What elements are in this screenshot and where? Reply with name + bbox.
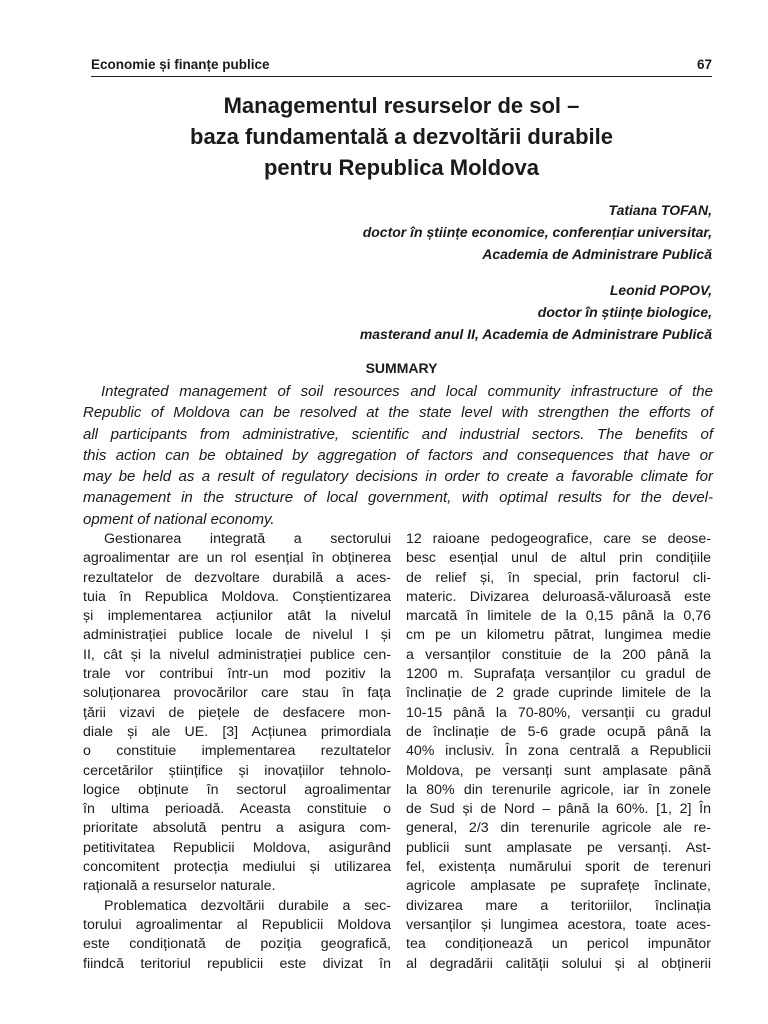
summary-line: this action can be obtained by aggregation of factors and consequences that have or bbox=[83, 446, 713, 464]
running-header bbox=[91, 56, 712, 77]
body-line: torului agroalimentar al Republicii Moldova bbox=[83, 916, 391, 933]
body-line: trale vor contribui într-un mod pozitiv la bbox=[83, 666, 391, 683]
body-line: soluționarea provocărilor care stau în fața bbox=[83, 685, 391, 702]
author-block-1 bbox=[72, 199, 712, 265]
summary-line: Republic of Moldova can be resolved at the state level with strengthen the efforts of bbox=[83, 404, 713, 422]
author-affiliation: masterand anul II, Academia de Administrare Publică bbox=[359, 326, 712, 342]
body-line: înclinație de 2 grade cuprinde limitele de la bbox=[406, 685, 711, 702]
page-number: 67 bbox=[696, 57, 712, 72]
body-line: administrației publice locale de nivelul I și bbox=[83, 627, 391, 644]
body-line: 12 raioane pedogeografice, care se deose- bbox=[406, 531, 711, 547]
body-line: 1200 m. Suprafața versanților cu gradul de bbox=[406, 666, 711, 683]
body-line: petitivitatea Republicii Moldova, asigurând bbox=[83, 839, 391, 856]
summary-line: may be held as a result of regulatory decisions in order to create a favorable climate for bbox=[83, 468, 713, 486]
body-line: cm pe un kilometru pătrat, lungimea medie bbox=[406, 627, 711, 644]
body-line: Problematica dezvoltării durabile a sec- bbox=[104, 897, 391, 914]
body-line: de relief și, în special, prin factorul cli- bbox=[406, 569, 711, 586]
body-line: general, 2/3 din terenurile agricole ale re- bbox=[406, 820, 711, 837]
author-affiliation: Academia de Administrare Publică bbox=[482, 246, 712, 262]
body-line: publicii sunt amplasate pe versanți. Ast- bbox=[406, 839, 711, 856]
body-line: logice obținute în sectorul agroalimentar bbox=[83, 781, 391, 798]
author-name: Leonid POPOV, bbox=[609, 282, 712, 298]
body-line: agricole amplasate pe suprafețe înclinate, bbox=[406, 878, 711, 895]
body-line: la 80% din terenurile agricole, iar în zonele bbox=[406, 781, 711, 798]
body-line: agroalimentar are un rol esențial în obținerea bbox=[83, 550, 391, 567]
body-line: în ultima perioadă. Aceasta constituie o bbox=[83, 801, 391, 818]
summary-heading: SUMMARY bbox=[365, 360, 438, 376]
body-line: de Sud și de Nord – până la 60%. [1, 2] În bbox=[406, 801, 711, 818]
body-column-right bbox=[406, 530, 711, 974]
body-line: fiindcă teritoriul republicii este divizat în bbox=[83, 955, 391, 972]
body-line: besc esențial unul de altul prin condițiile bbox=[406, 550, 711, 567]
summary-line: all participants from administrative, scientific and industrial sectors. The benefits of bbox=[83, 425, 713, 443]
body-line: Moldova, pe versanți sunt amplasate până bbox=[406, 762, 711, 779]
summary-text bbox=[83, 381, 713, 530]
body-line: și implementarea acțiunilor atât la nivelul bbox=[83, 608, 391, 625]
title-line: baza fundamentală a dezvoltării durabile bbox=[190, 124, 613, 149]
body-line: a versanților constituie de la 200 până la bbox=[406, 646, 711, 663]
title-line: pentru Republica Moldova bbox=[263, 155, 540, 180]
body-line: al degradării calității solului și al obținerii bbox=[406, 955, 711, 972]
body-line: de înclinație de 5-6 grade ocupă până la bbox=[406, 723, 711, 740]
title-line: Managementul resurselor de sol – bbox=[223, 93, 580, 118]
body-line: concomitent protecția mediului și utilizarea bbox=[83, 859, 391, 876]
author-degree: doctor în științe economice, conferențiar universitar, bbox=[362, 224, 712, 240]
body-line: tea condiționează un pericol impunător bbox=[406, 936, 711, 953]
body-line: diale și ale UE. [3] Acțiunea primordiala bbox=[83, 723, 391, 740]
body-line: II, cât și la nivelul administrației publice cen- bbox=[83, 646, 391, 663]
body-line: 10-15 până la 70-80%, versanții cu gradul bbox=[406, 704, 711, 721]
body-line: o constituie implementarea rezultatelor bbox=[83, 743, 391, 760]
body-line: tuia în Republica Moldova. Conștientizarea bbox=[83, 588, 391, 605]
summary-line: management in the structure of local government, with optimal results for the devel- bbox=[83, 489, 713, 507]
journal-section-name: Economie și finanțe publice bbox=[91, 57, 270, 72]
summary-line: opment of national economy. bbox=[83, 510, 275, 528]
article-title bbox=[91, 90, 712, 183]
body-line: rațională a resurselor naturale. bbox=[83, 878, 276, 895]
author-name: Tatiana TOFAN, bbox=[608, 202, 712, 218]
body-line: marcată în limitele de la 0,15 până la 0,76 bbox=[406, 608, 711, 625]
body-line: materic. Divizarea deluroasă-văluroasă este bbox=[406, 588, 711, 605]
body-line: rezultatelor de dezvoltare durabilă a aces- bbox=[83, 569, 391, 586]
body-column-left bbox=[83, 530, 391, 974]
body-line: versanților și lungimea acestora, toate aces- bbox=[406, 916, 711, 933]
author-degree: doctor în științe biologice, bbox=[537, 304, 712, 320]
body-line: fel, existența numărului sporit de terenuri bbox=[406, 859, 711, 876]
body-line: țării vizavi de piețele de desfacere mon- bbox=[83, 704, 391, 721]
summary-line: Integrated management of soil resources and local community infrastructure of the bbox=[101, 383, 713, 400]
body-line: cercetărilor științifice și inovațiilor tehnolo- bbox=[83, 762, 391, 779]
body-line: Gestionarea integrată a sectorului bbox=[104, 531, 391, 547]
body-line: 40% inclusiv. În zona centrală a Republicii bbox=[406, 743, 711, 760]
author-block-2 bbox=[72, 279, 712, 345]
body-line: este condiționată de poziția geografică, bbox=[83, 936, 391, 953]
body-line: divizarea mare a teritoriilor, înclinația bbox=[406, 897, 711, 914]
body-line: prioritate absolută pentru a asigura com- bbox=[83, 820, 391, 837]
